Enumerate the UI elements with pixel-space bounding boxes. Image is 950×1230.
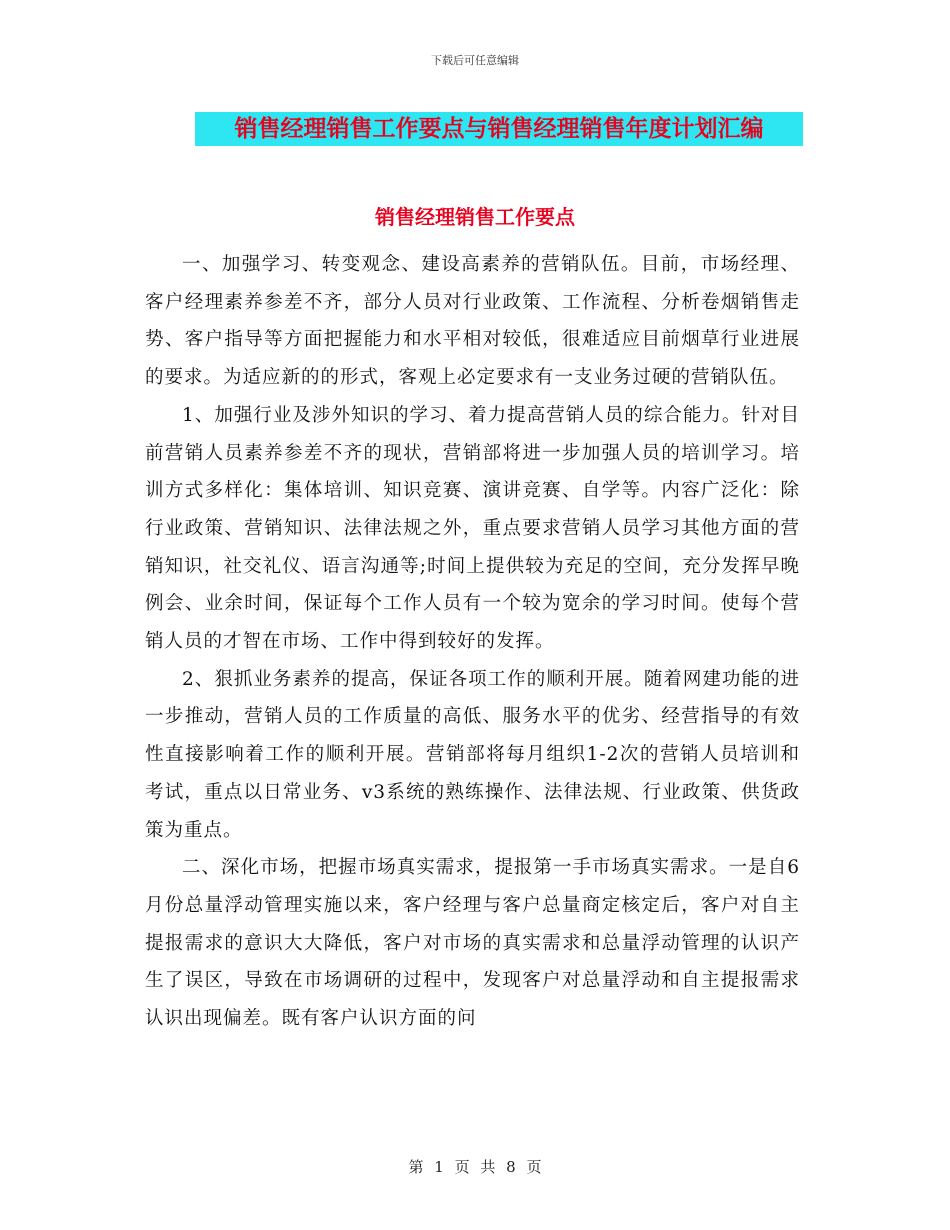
page-number-footer: 第 1 页 共 8 页 — [408, 1158, 542, 1176]
paragraph: 2、狠抓业务素养的提高，保证各项工作的顺利开展。随着网建功能的进一步推动，营销人员的工作质量的高低、服务水平的优劣、经营指导的有效性直接影响着工作的顺利开展。营销部将每月组织1-2次的营销人员培训和考试，重点以日常业务、v3系统的熟练操作、法律法规、行业政策、供货政策为重点。 — [145, 668, 800, 841]
section-heading: 销售经理销售工作要点 — [375, 205, 575, 229]
header-note: 下载后可任意编辑 — [431, 54, 519, 67]
paragraph: 二、深化市场，把握市场真实需求，提报第一手市场真实需求。一是自6月份总量浮动管理实施以来，客户经理与客户总量商定核定后，客户对自主提报需求的意识大大降低，客户对市场的真实需求和总量浮动管理的认识产生了误区，导致在市场调研的过程中，发现客户对总量浮动和自主提报需求认识出现偏差。既有客户认识方面的问 — [145, 857, 800, 1030]
paragraph: 一、加强学习、转变观念、建设高素养的营销队伍。目前，市场经理、客户经理素养参差不齐，部分人员对行业政策、工作流程、分析卷烟销售走势、客户指导等方面把握能力和水平相对较低，很难适应目前烟草行业进展的要求。为适应新的的形式，客观上必定要求有一支业务过硬的营销队伍。 — [145, 254, 800, 389]
paragraph: 1、加强行业及涉外知识的学习、着力提高营销人员的综合能力。针对目前营销人员素养参差不齐的现状，营销部将进一步加强人员的培训学习。培训方式多样化：集体培训、知识竞赛、演讲竞赛、自学等。内容广泛化：除行业政策、营销知识、法律法规之外，重点要求营销人员学习其他方面的营销知识，社交礼仪、语言沟通等;时间上提供较为充足的空间，充分发挥早晚例会、业余时间，保证每个工作人员有一个较为宽余的学习时间。使每个营销人员的才智在市场、工作中得到较好的发挥。 — [145, 404, 800, 653]
document-title: 销售经理销售工作要点与销售经理销售年度计划汇编 — [195, 112, 803, 146]
document-body — [145, 246, 800, 1038]
